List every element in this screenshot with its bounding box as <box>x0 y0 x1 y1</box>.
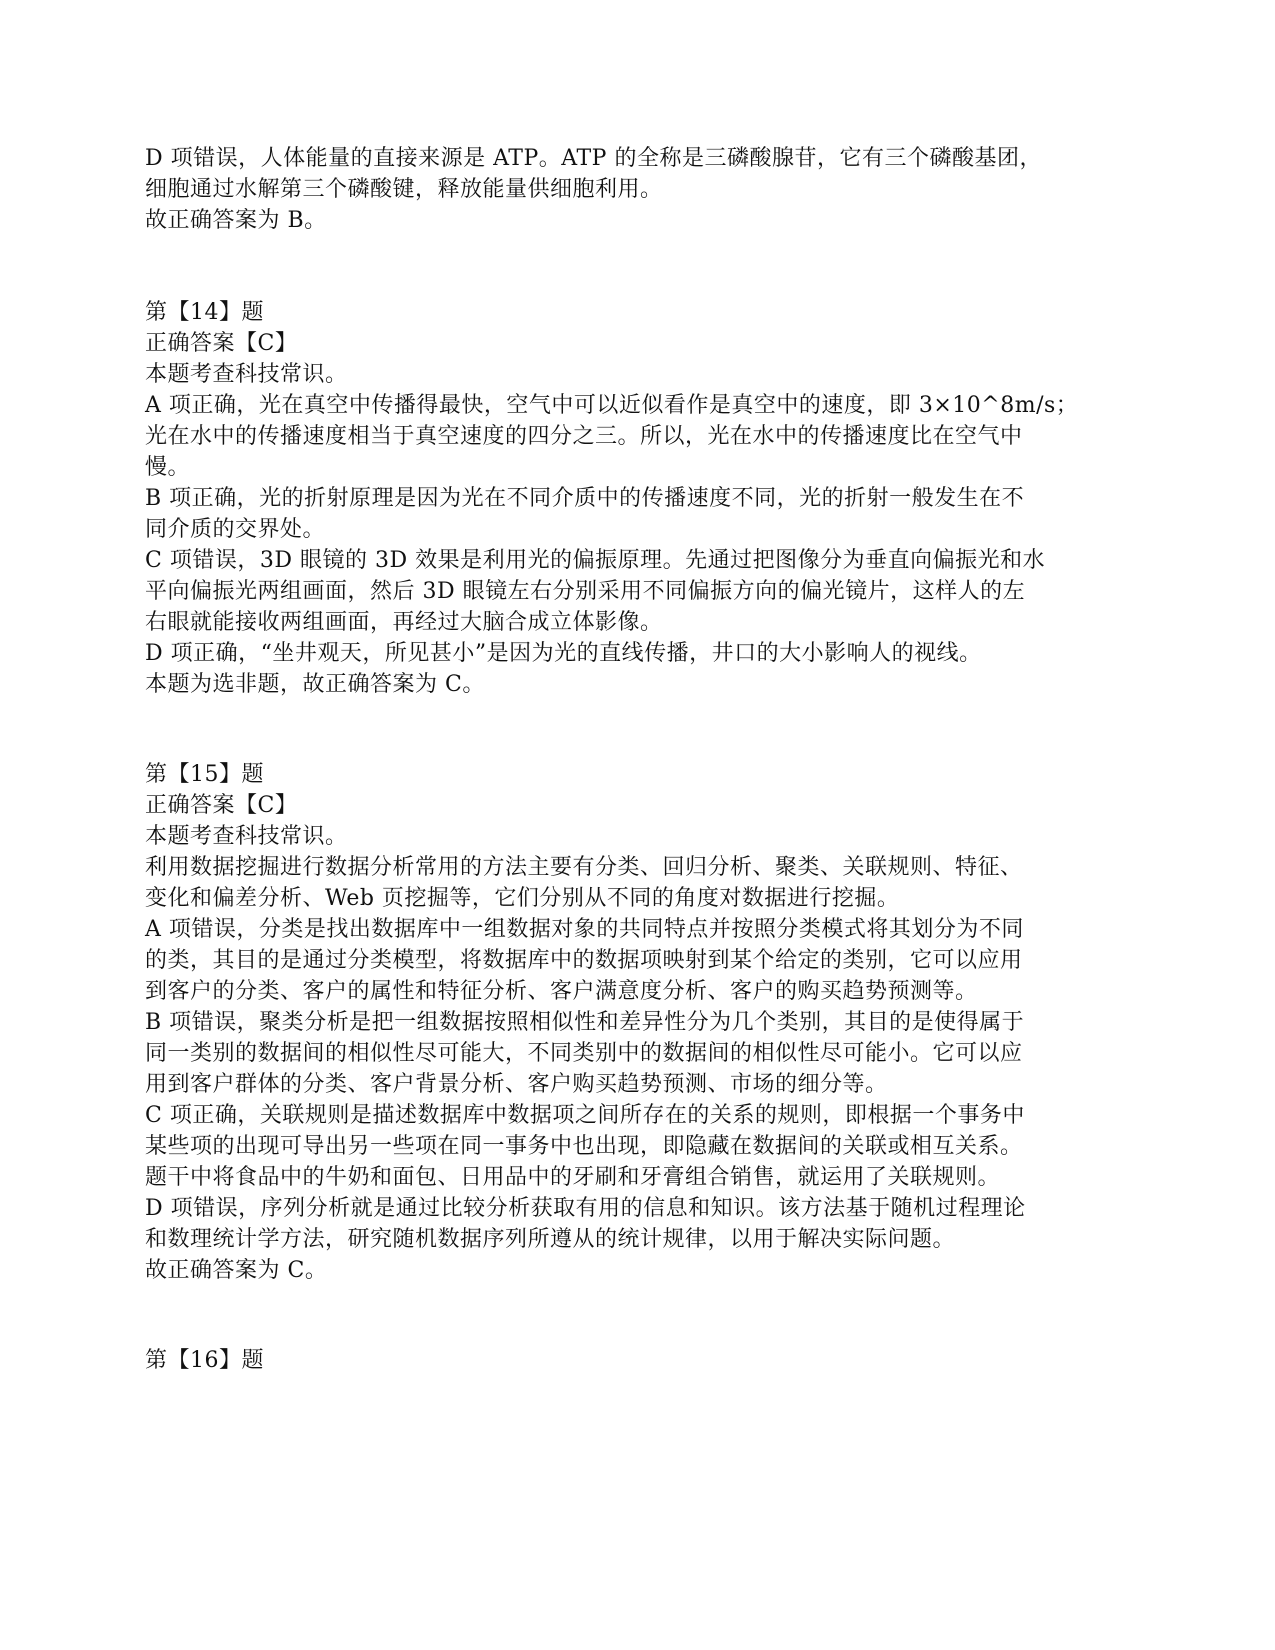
text-line: 变化和偏差分析、Web 页挖掘等，它们分别从不同的角度对数据进行挖掘。 <box>145 886 900 911</box>
text-line: 细胞通过水解第三个磷酸键，释放能量供细胞利用。 <box>145 177 663 202</box>
text-line: B 项错误，聚类分析是把一组数据按照相似性和差异性分为几个类别，其目的是使得属于 <box>145 1010 1025 1035</box>
text-line: 右眼就能接收两组画面，再经过大脑合成立体影像。 <box>145 610 663 635</box>
text-line: 同一类别的数据间的相似性尽可能大，不同类别中的数据间的相似性尽可能小。它可以应 <box>145 1041 1023 1066</box>
text-line: 和数理统计学方法，研究随机数据序列所遵从的统计规律，以用于解决实际问题。 <box>145 1227 956 1252</box>
text-line: 平向偏振光两组画面，然后 3D 眼镜左右分别采用不同偏振方向的偏光镜片，这样人的左 <box>145 579 1026 604</box>
text-line: C 项正确，关联规则是描述数据库中数据项之间所存在的关系的规则，即根据一个事务中 <box>145 1103 1025 1128</box>
text-line: C 项错误，3D 眼镜的 3D 效果是利用光的偏振原理。先通过把图像分为垂直向偏振光和水 <box>145 548 1046 573</box>
text-line: A 项正确，光在真空中传播得最快，空气中可以近似看作是真空中的速度，即 3×10^8m/s； <box>145 393 1079 418</box>
text-line: B 项正确，光的折射原理是因为光在不同介质中的传播速度不同，光的折射一般发生在不 <box>145 486 1025 511</box>
text-line: 本题为选非题，故正确答案为 C。 <box>145 672 485 697</box>
text-line: 故正确答案为 C。 <box>145 1258 328 1283</box>
text-line: 光在水中的传播速度相当于真空速度的四分之三。所以，光在水中的传播速度比在空气中 <box>145 424 1023 449</box>
text-line: 第【14】题 <box>145 300 264 325</box>
text-line: 利用数据挖掘进行数据分析常用的方法主要有分类、回归分析、聚类、关联规则、特征、 <box>145 855 1023 880</box>
text-line: 本题考查科技常识。 <box>145 362 348 387</box>
text-line: 慢。 <box>145 455 191 480</box>
text-line: 题干中将食品中的牛奶和面包、日用品中的牙刷和牙膏组合销售，就运用了关联规则。 <box>145 1165 1001 1190</box>
text-line: 故正确答案为 B。 <box>145 208 327 233</box>
text-line: D 项错误，人体能量的直接来源是 ATP。ATP 的全称是三磷酸腺苷，它有三个磷酸基团， <box>145 146 1042 171</box>
answer-explanation-13-tail <box>145 143 1135 236</box>
text-line: 第【16】题 <box>145 1348 264 1373</box>
text-line: D 项错误，序列分析就是通过比较分析获取有用的信息和知识。该方法基于随机过程理论 <box>145 1196 1026 1221</box>
text-line: 第【15】题 <box>145 762 264 787</box>
text-line: A 项错误，分类是找出数据库中一组数据对象的共同特点并按照分类模式将其划分为不同 <box>145 917 1024 942</box>
text-line: 同介质的交界处。 <box>145 517 326 542</box>
text-line: 用到客户群体的分类、客户背景分析、客户购买趋势预测、市场的细分等。 <box>145 1072 888 1097</box>
text-line: 正确答案【C】 <box>145 793 298 818</box>
question-16-block <box>145 1345 1135 1376</box>
question-14-block <box>145 297 1135 700</box>
text-line: 到客户的分类、客户的属性和特征分析、客户满意度分析、客户的购买趋势预测等。 <box>145 979 978 1004</box>
text-line: 的类，其目的是通过分类模型，将数据库中的数据项映射到某个给定的类别，它可以应用 <box>145 948 1023 973</box>
question-15-block <box>145 759 1135 1286</box>
text-line: 某些项的出现可导出另一些项在同一事务中也出现，即隐藏在数据间的关联或相互关系。 <box>145 1134 1023 1159</box>
text-line: 本题考查科技常识。 <box>145 824 348 849</box>
text-line: D 项正确，“坐井观天，所见甚小”是因为光的直线传播，井口的大小影响人的视线。 <box>145 641 982 666</box>
text-line: 正确答案【C】 <box>145 331 298 356</box>
